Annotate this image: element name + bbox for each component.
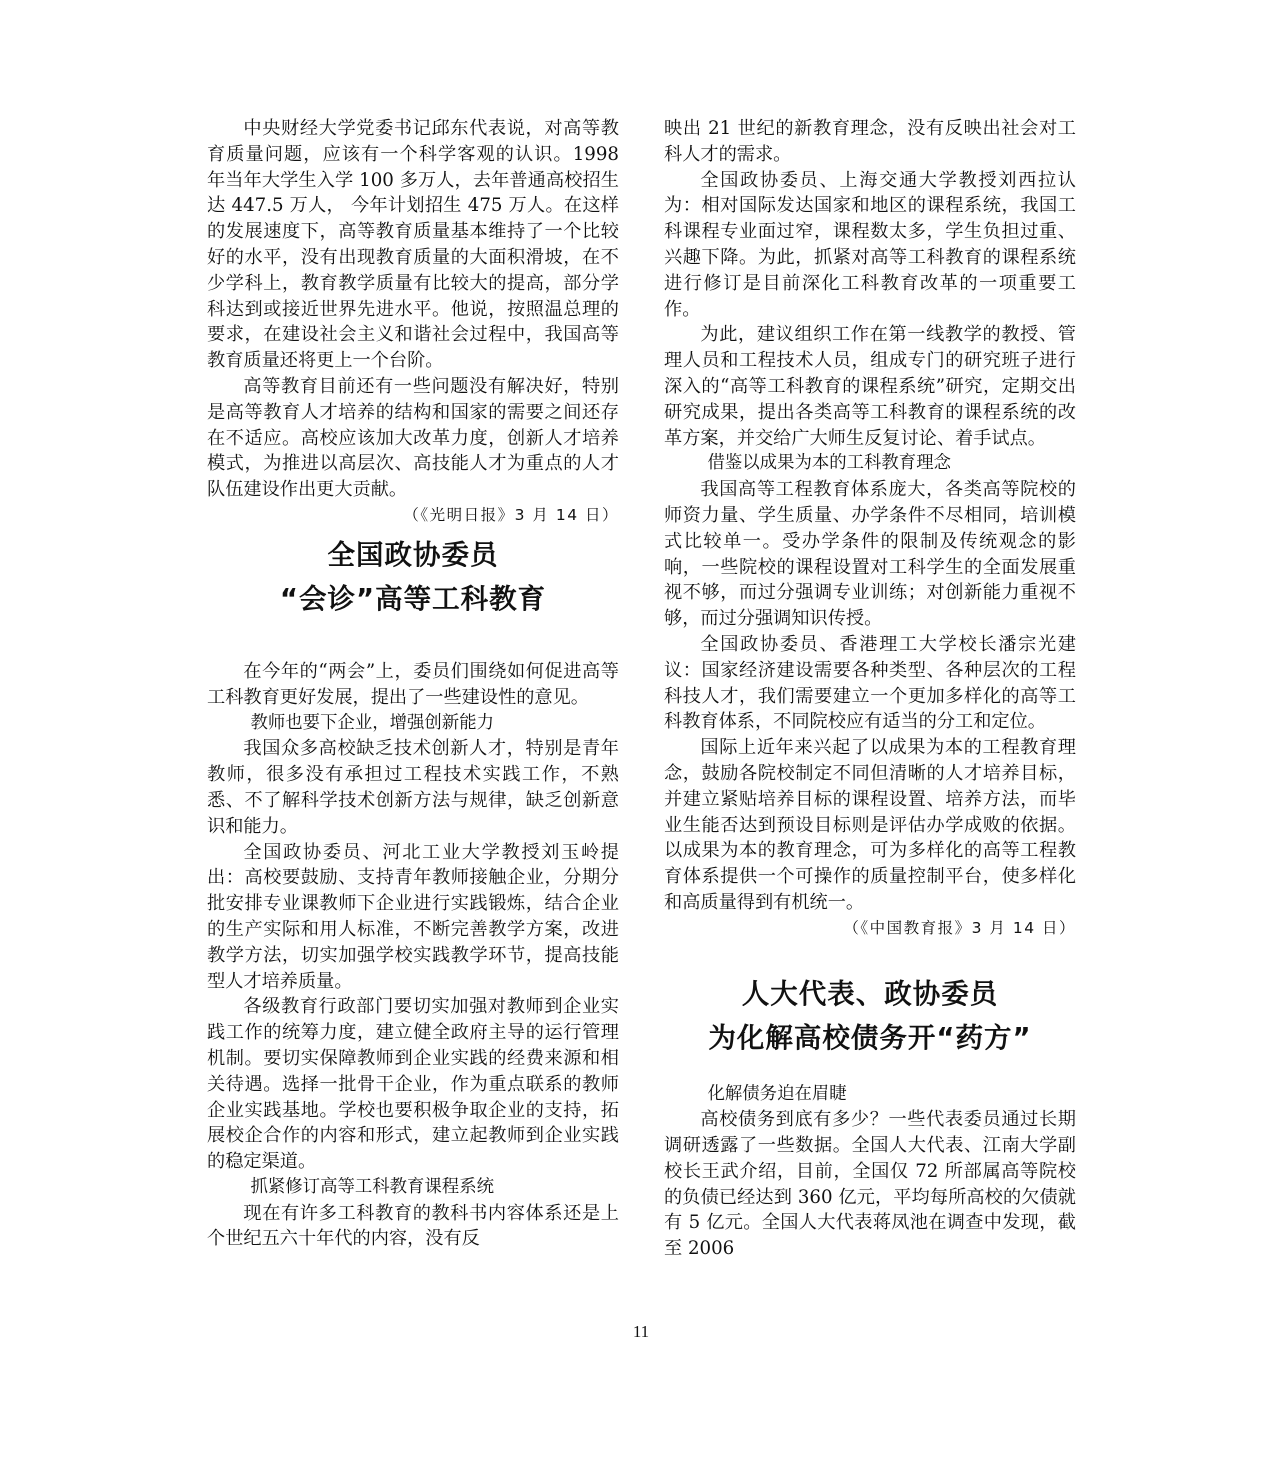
article2-paragraph-5-continued: 映出 21 世纪的新教育理念，没有反映出社会对工科人才的需求。: [664, 118, 1076, 165]
article1-paragraph-1: 中央财经大学党委书记邱东代表说，对高等教育质量问题，应该有一个科学客观的认识。1998 年当年大学生入学 100 多万人，去年普通高校招生达 447.5 万人， 今年计划招生 475 万人。在这样的发展速度下，高等教育质量基本维持了一个比较好的水平，没有出现教育质量的大面积滑坡，在不少学科上，教育教学质量有比较大的提高，部分学科达到或接近世界先进水平。他说，按照温总理的要求，在建设社会主义和谐社会过程中，我国高等教育质量还将更上一个台阶。: [207, 118, 619, 372]
article2-subheading-2: 抓紧修订高等工科教育课程系统: [250, 1176, 494, 1197]
article2-paragraph-4: 各级教育行政部门要切实加强对教师到企业实践工作的统筹力度，建立健全政府主导的运行管理机制。要切实保障教师到企业实践的经费来源和相关待遇。选择一批骨干企业，作为重点联系的教师企业实践基地。学校也要积极争取企业的支持，拓展校企合作的内容和形式，建立起教师到企业实践的稳定渠道。: [207, 996, 619, 1173]
page-number: 11: [632, 1322, 650, 1341]
article1-source: （《光明日报》3 月 14 日）: [403, 505, 619, 524]
article2-title-line1: 全国政协委员: [327, 538, 499, 571]
article1-paragraph-2-text: 高等教育目前还有一些问题没有解决好，特别是高等教育人才培养的结构和国家的需要之间还存在不适应。高校应该加大改革力度，创新人才培养模式，为推进以高层次、高技能人才为重点的人才队伍建设作出更大贡献。: [207, 375, 619, 501]
article2-source: （《中国教育报》3 月 14 日）: [843, 918, 1076, 937]
article3-subheading-1: 化解债务迫在眉睫: [707, 1083, 847, 1104]
article2-paragraph-9: 全国政协委员、香港理工大学校长潘宗光建议：国家经济建设需要各种类型、各种层次的工程科技人才，我们需要建立一个更加多样化的高等工科教育体系，不同院校应有适当的分工和定位。: [664, 633, 1076, 733]
article2-paragraph-1: 在今年的“两会”上，委员们围绕如何促进高等工科教育更好发展，提出了一些建设性的意见。: [207, 660, 619, 708]
article2-paragraph-7: 为此，建议组织工作在第一线教学的教授、管理人员和工程技术人员，组成专门的研究班子进行深入的“高等工科教育的课程系统”研究，定期交出研究成果，提出各类高等工科教育的课程系统的改革方案，并交给广大师生反复讨论、着手试点。: [664, 324, 1076, 449]
article3-title-line1: 人大代表、政协委员: [741, 977, 999, 1010]
article2-paragraph-3: 全国政协委员、河北工业大学教授刘玉岭提出：高校要鼓励、支持青年教师接触企业，分期分批安排专业课教师下企业进行实践锻炼，结合企业的生产实际和用人标准，不断完善教学方案，改进教学方法，切实加强学校实践教学环节，提高技能型人才培养质量。: [207, 841, 619, 992]
article2-paragraph-6: 全国政协委员、上海交通大学教授刘西拉认为：相对国际发达国家和地区的课程系统，我国工科课程专业面过窄，课程数太多，学生负担过重、兴趣下降。为此，抓紧对高等工科教育的课程系统进行修订是目前深化工科教育改革的一项重要工作。: [664, 169, 1076, 320]
article2-subheading-3: 借鉴以成果为本的工科教育理念: [707, 453, 951, 474]
article2-subheading-1: 教师也要下企业，增强创新能力: [250, 712, 494, 733]
article2-paragraph-8: 我国高等工程教育体系庞大，各类高等院校的师资力量、学生质量、办学条件不尽相同，培训模式比较单一。受办学条件的限制及传统观念的影响，一些院校的课程设置对工科学生的全面发展重视不够，而过分强调专业训练；对创新能力重视不够，而过分强调知识传授。: [664, 479, 1076, 630]
article1-paragraph-2: [207, 374, 619, 524]
article2-paragraph-2: 我国众多高校缺乏技术创新人才，特别是青年教师，很多没有承担过工程技术实践工作，不熟悉、不了解科学技术创新方法与规律，缺乏创新意识和能力。: [207, 738, 619, 837]
right-column: [664, 116, 1076, 1262]
article3-title-line2: 为化解高校债务开“药方”: [708, 1021, 1032, 1054]
article2-paragraph-10: 国际上近年来兴起了以成果为本的工程教育理念，鼓励各院校制定不同但清晰的人才培养目标，并建立紧贴培养目标的课程设置、培养方法，而毕业生能否达到预设目标则是评估办学成败的依据。以成果为本的教育理念，可为多样化的高等工程教育体系提供一个可操作的质量控制平台，使多样化和高质量得到有机统一。: [664, 737, 1076, 913]
left-column: [207, 116, 619, 1252]
article2-paragraph-5: 现在有许多工科教育的教科书内容体系还是上个世纪五六十年代的内容，没有反: [207, 1202, 619, 1250]
article3-paragraph-1: 高校债务到底有多少？一些代表委员通过长期调研透露了一些数据。全国人大代表、江南大学副校长王武介绍，目前，全国仅 72 所部属高等院校的负债已经达到 360 亿元，平均每所高校的欠债就有 5 亿元。全国人大代表蒋凤池在调查中发现，截至 2006: [664, 1109, 1076, 1260]
article2-title-line2: “会诊”高等工科教育: [279, 582, 547, 615]
